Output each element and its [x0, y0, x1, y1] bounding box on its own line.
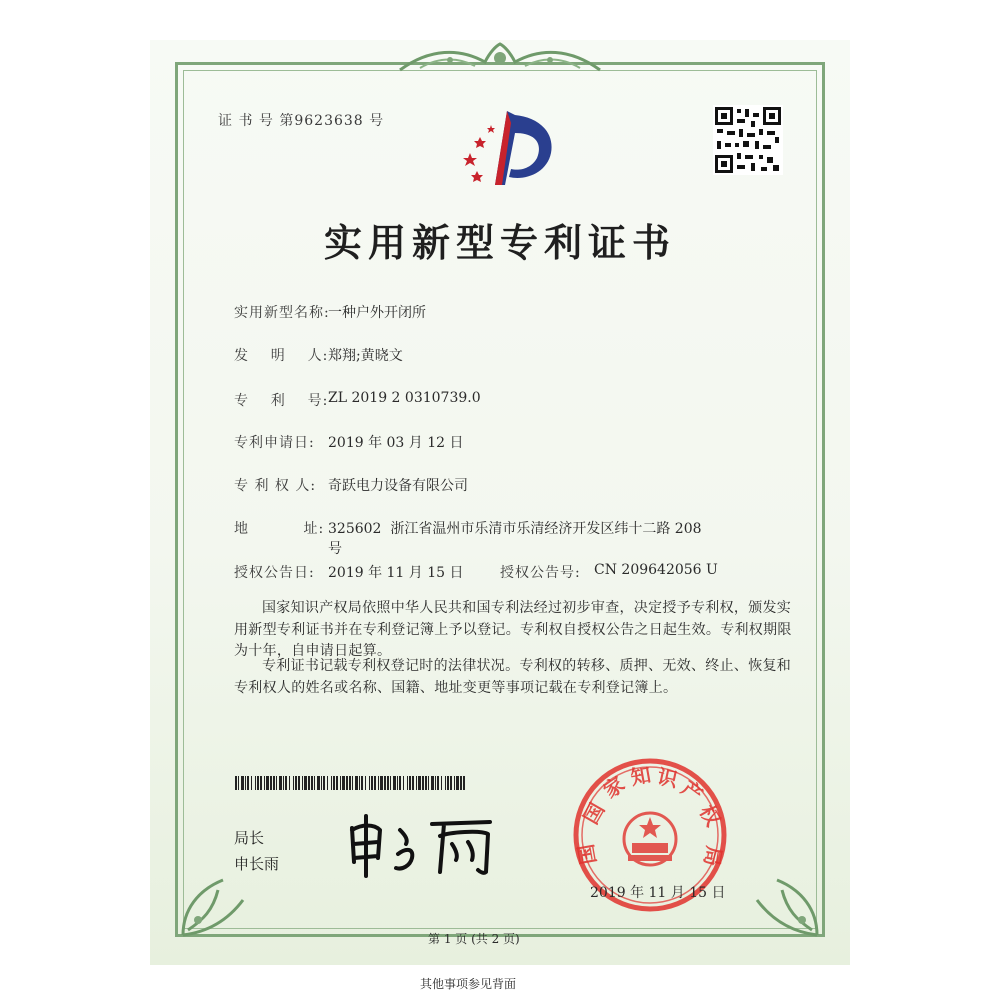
svg-text:国: 国	[573, 842, 601, 867]
top-ornament	[390, 38, 610, 78]
certificate-number: 证 书 号 第9623638 号	[218, 113, 385, 129]
address-value-line2: 号	[328, 541, 342, 557]
patent-number-value: ZL 2019 2 0310739.0	[328, 390, 481, 406]
legal-status-paragraph: 专利证书记载专利权登记时的法律状况。专利权的转移、质押、无效、终止、恢复和专利权人的姓名或名称、国籍、地址变更等事项记载在专利登记簿上。	[234, 658, 792, 696]
page-indicator: 第 1 页 (共 2 页)	[428, 932, 520, 946]
signatory-name: 申长雨	[234, 855, 280, 873]
svg-text:权: 权	[694, 800, 726, 831]
grant-date-label: 授权公告日:	[234, 565, 315, 581]
grant-number-value: CN 209642056 U	[594, 562, 718, 578]
qr-code	[713, 105, 783, 175]
svg-text:识: 识	[655, 764, 680, 792]
svg-text:产: 产	[676, 775, 708, 807]
address-label: 地 址:	[234, 521, 325, 537]
certificate-title: 实用新型专利证书	[323, 221, 676, 265]
inventor-label: 发 明 人:	[234, 348, 329, 364]
inventor-value: 郑翔;黄晓文	[328, 348, 403, 364]
grant-number-label: 授权公告号:	[500, 565, 581, 581]
handwritten-signature	[340, 810, 510, 880]
svg-text:家: 家	[598, 771, 630, 803]
patent-number-label: 专 利 号:	[234, 393, 329, 409]
signatory-title: 局长	[234, 829, 265, 847]
svg-text:知: 知	[628, 762, 653, 790]
address-value-line1: 325602 浙江省温州市乐清市乐清经济开发区纬十二路 208	[328, 521, 702, 537]
patent-office-logo	[455, 103, 555, 193]
footer-note: 其他事项参见背面	[420, 977, 517, 991]
seal-date: 2019 年 11 月 15 日	[590, 885, 726, 901]
patentee-value: 奇跃电力设备有限公司	[328, 478, 468, 494]
patentee-label: 专 利 权 人:	[234, 478, 317, 494]
grant-statement-paragraph: 国家知识产权局依照中华人民共和国专利法经过初步审查，决定授予专利权，颁发实用新型专利证书并在专利登记簿上予以登记。专利权自授权公告之日起生效。专利权期限为十年，自申请日起算。	[234, 600, 792, 659]
svg-text:局: 局	[699, 844, 727, 869]
barcode	[235, 776, 467, 790]
grant-date-value: 2019 年 11 月 15 日	[328, 565, 464, 581]
bottom-left-ornament	[178, 870, 248, 940]
bottom-right-ornament	[752, 870, 822, 940]
filing-date-value: 2019 年 03 月 12 日	[328, 435, 464, 451]
filing-date-label: 专利申请日:	[234, 435, 315, 451]
utility-model-name-label: 实用新型名称:	[234, 305, 330, 321]
utility-model-name-value: 一种户外开闭所	[328, 305, 426, 321]
svg-text:国: 国	[578, 798, 610, 829]
